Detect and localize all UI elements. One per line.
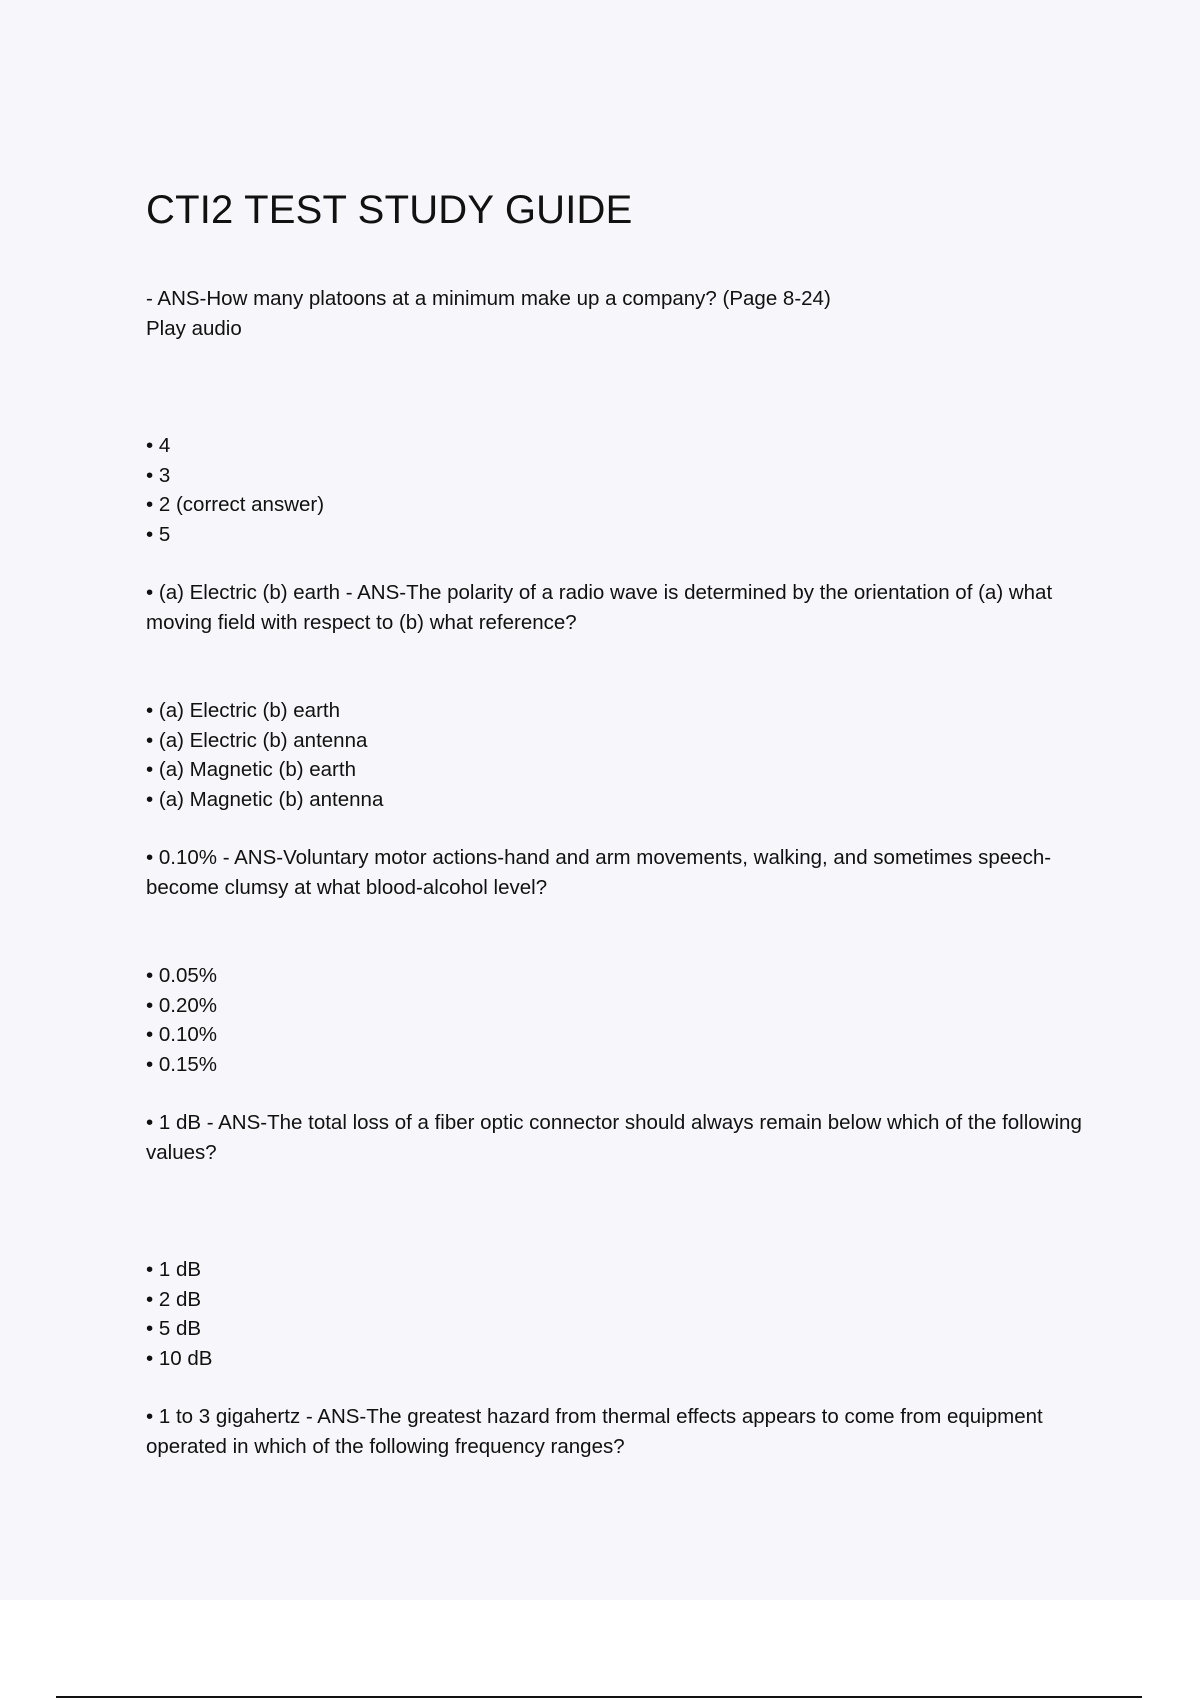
answer-options bbox=[146, 696, 1096, 814]
document-content bbox=[146, 182, 1096, 1461]
question-block bbox=[146, 1108, 1096, 1373]
answer-option: • (a) Magnetic (b) earth bbox=[146, 755, 1096, 785]
answer-option: • 2 dB bbox=[146, 1285, 1096, 1315]
answer-option: • 0.15% bbox=[146, 1050, 1096, 1080]
answer-option: • (a) Electric (b) antenna bbox=[146, 726, 1096, 756]
question-block bbox=[146, 578, 1096, 814]
question-block bbox=[146, 843, 1096, 1079]
question-block bbox=[146, 284, 1096, 549]
answer-option: • 10 dB bbox=[146, 1344, 1096, 1374]
question-block bbox=[146, 1402, 1096, 1461]
answer-options bbox=[146, 961, 1096, 1079]
play-audio-link[interactable]: Play audio bbox=[146, 316, 242, 340]
answer-option: • 0.20% bbox=[146, 991, 1096, 1021]
answer-option: • 0.10% bbox=[146, 1020, 1096, 1050]
answer-option: • 0.05% bbox=[146, 961, 1096, 991]
question-text: • 1 to 3 gigahertz - ANS-The greatest hazard from thermal effects appears to come from equipment operated in which of the following frequency ranges? bbox=[146, 1405, 1043, 1458]
document-title: CTI2 TEST STUDY GUIDE bbox=[146, 188, 633, 232]
answer-option: • 2 (correct answer) bbox=[146, 490, 1096, 520]
page-divider bbox=[56, 1696, 1142, 1698]
question-text: • 1 dB - ANS-The total loss of a fiber optic connector should always remain below which of the following values? bbox=[146, 1111, 1082, 1164]
answer-option: • 5 dB bbox=[146, 1314, 1096, 1344]
answer-option: • 4 bbox=[146, 431, 1096, 461]
answer-option: • (a) Magnetic (b) antenna bbox=[146, 785, 1096, 815]
answer-option: • 5 bbox=[146, 520, 1096, 550]
answer-option: • 3 bbox=[146, 461, 1096, 491]
question-text: • 0.10% - ANS-Voluntary motor actions-hand and arm movements, walking, and sometimes speech-become clumsy at what blood-alcohol level? bbox=[146, 846, 1052, 899]
question-text: • (a) Electric (b) earth - ANS-The polarity of a radio wave is determined by the orientation of (a) what moving field with respect to (b) what reference? bbox=[146, 581, 1053, 634]
answer-option: • 1 dB bbox=[146, 1255, 1096, 1285]
answer-option: • (a) Electric (b) earth bbox=[146, 696, 1096, 726]
question-text: - ANS-How many platoons at a minimum make up a company? (Page 8-24) bbox=[146, 287, 831, 310]
answer-options bbox=[146, 431, 1096, 549]
answer-options bbox=[146, 1255, 1096, 1373]
